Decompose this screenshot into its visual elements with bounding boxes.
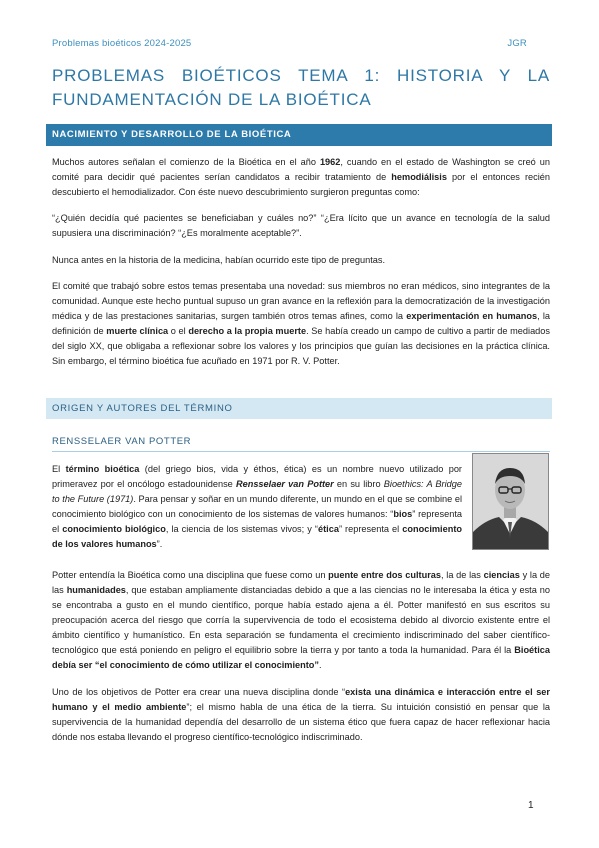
- subsection-potter: RENSSELAER VAN POTTER: [52, 436, 550, 452]
- paragraph-bridge: Potter entendía la Bioética como una disciplina que fuese como un puente entre dos culturas, la de las ciencias y la de las humanidades, que estaban ampliamente distanciadas debido a que a las ciencias no le interesaba la ética y esta no se encontraba a gusto en el mundo científico, porque había estado ajena a él. Potter manifestó en sus escritos su preocupación acerca del riesgo que corría la supervivencia de todo el ecosistema debido al divorcio existente entre el ámbito científico y humanístico. En esta separación se fundamenta el crecimiento indiscriminado del saber científico-tecnológico que está poniendo en peligro el equilibrio sobre la tierra y por tanto a toda la humanidad. Para él la Bioética debía ser “el conocimiento de cómo utilizar el conocimiento”.: [52, 570, 550, 670]
- potter-portrait-photo: [472, 453, 549, 550]
- paragraph-intro: Muchos autores señalan el comienzo de la Bioética en el año 1962, cuando en el estado de Washington se creó un comité para decidir qué pacientes serían candidatos a recibir tratamiento de hemodiálisis por el entonces recién descubierto el hemodializador. Con éste nuevo descubrimiento surgieron preguntas como:: [52, 157, 551, 197]
- paragraph-committee: El comité que trabajó sobre estos temas presentaba una novedad: sus miembros no eran médicos, sino integrantes de la comunidad. Aunque este hecho puntual supuso un gran avance en la reflexión para la democratización de la investigación médica y de las prestaciones sanitarias, surgen también otros temas afines, como la experimentación en humanos, la definición de muerte clínica o el derecho a la propia muerte. Se había creado un campo de cultivo a partir de mediados del siglo XX, que obligaba a reflexionar sobre los valores y los principios que guían las decisiones en la práctica clínica. Sin embargo, el término bioética fue acuñado en 1971 por R. V. Potter.: [52, 281, 550, 366]
- page-number: 1: [528, 800, 534, 811]
- portrait-image: [473, 454, 548, 549]
- section-heading-origen: ORIGEN Y AUTORES DEL TÉRMINO: [46, 398, 552, 419]
- paragraph-objectives: Uno de los objetivos de Potter era crear una nueva disciplina donde “exista una dinámica e interacción entre el ser humano y el medio ambiente”; el mismo habla de una ética de la tierra. Su intuición consistió en pensar que la supervivencia de la humanidad dependía del desarrollo de un sistema ético que fuera capaz de hacer reflexionar hacia dónde nos estaba llevando el progreso científico-tecnológico indiscriminado.: [52, 687, 550, 742]
- header-initials: JGR: [507, 38, 527, 49]
- header-course: Problemas bioéticos 2024-2025: [52, 38, 192, 49]
- document-title: PROBLEMAS BIOÉTICOS TEMA 1: HISTORIA Y LA FUNDAMENTACIÓN DE LA BIOÉTICA: [52, 66, 550, 109]
- page-header: [52, 38, 547, 49]
- paragraph-never-before: Nunca antes en la historia de la medicina, habían ocurrido este tipo de preguntas.: [52, 255, 386, 265]
- paragraph-term: El término bioética (del griego bios, vida y éthos, ética) es un nombre nuevo utilizado por primeravez por el oncólogo estadounidense Rensselaer van Potter en su libro Bioethics: A Bridge to the Future (1971). Para pensar y soñar en un mundo diferente, un mundo en el que se combine el conocimiento biológico con un conocimiento de los sistemas de valores humanos: “bios” representa el conocimiento biológico, la ciencia de los sistemas vivos; y “ética” representa el conocimiento de los valores humanos”.: [52, 464, 462, 549]
- paragraph-questions: “¿Quién decidía qué pacientes se beneficiaban y cuáles no?” “¿Era lícito que un avance en tecnología de la salud supusiera una discriminación? “¿Es moralmente aceptable?”.: [52, 213, 550, 238]
- section-heading-nacimiento: NACIMIENTO Y DESARROLLO DE LA BIOÉTICA: [46, 124, 552, 146]
